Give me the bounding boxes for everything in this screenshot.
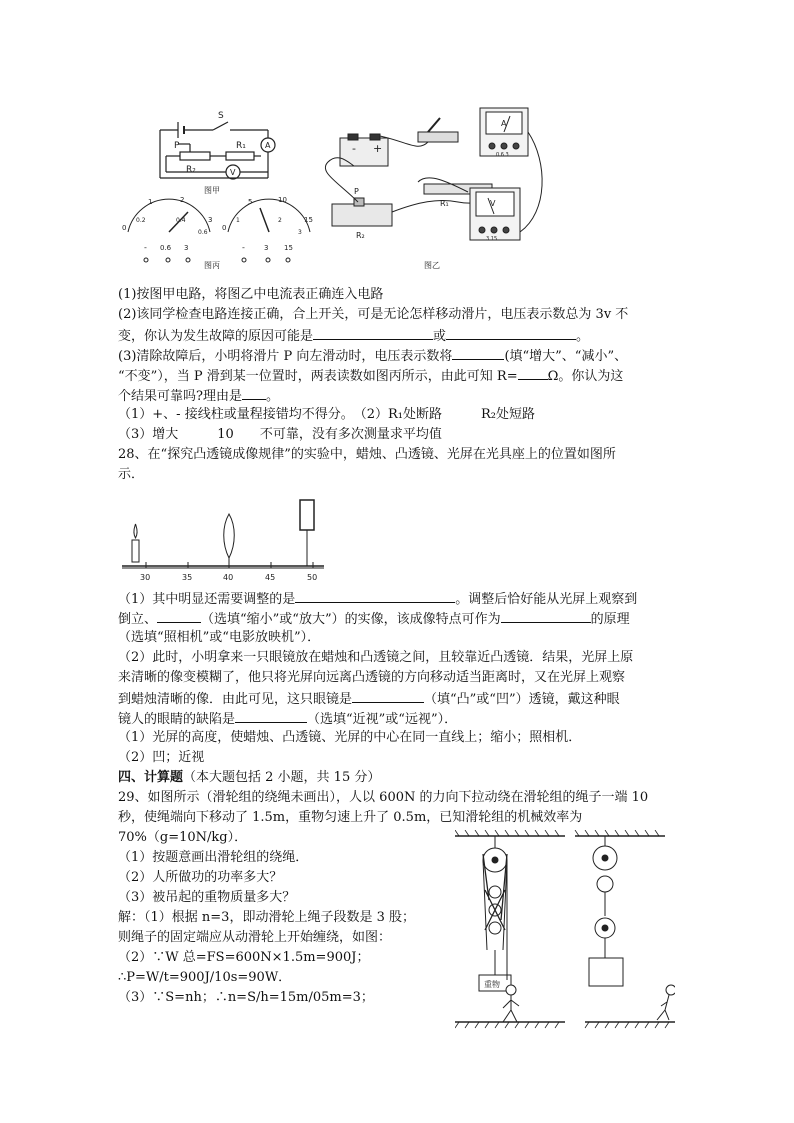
q28-part1-image-mid: （选填“缩小”或“放大”）的实像，该成像特点可作为 — [201, 612, 501, 627]
q28-stem-line1: 28、在“探究凸透镜成像规律”的实验中，蜡烛、凸透镜、光屏在光具座上的位置如图所 — [118, 447, 616, 462]
voltmeter-term-minus: - — [242, 243, 245, 252]
voltmeter-tick-3: 3 — [298, 229, 302, 236]
ruler-tick-45: 45 — [265, 573, 276, 582]
voltmeter-tick-2: 2 — [278, 217, 282, 224]
meter-a-terminals: 0.6 3 — [496, 152, 509, 158]
apparatus-r2-label: R₂ — [356, 231, 365, 240]
q28-part2-line3 — [118, 688, 620, 710]
apparatus-r1-label: R₁ — [440, 199, 449, 208]
q27-part3-r-prefix: “不变”），当 P 滑到某一位置时，两表读数如图丙所示，由此可知 R= — [118, 369, 518, 384]
q27-part3-suffix: (填“增大”、“减小”、 — [504, 349, 628, 364]
q28-blank-image-size — [157, 608, 201, 623]
q28-answer-1: （1）光屏的高度，使蜡烛、凸透镜、光屏的中心在同一直线上；缩小；照相机． — [118, 730, 582, 745]
q28-blank-adjust — [295, 588, 455, 603]
q29-stem-line3: 70%（g=10N/kg）． — [118, 830, 248, 845]
q27-blank-resistance — [518, 365, 548, 380]
q27-part3-line1 — [118, 345, 627, 367]
voltmeter-tick-5: 5 — [248, 198, 253, 206]
voltmeter-term-15: 15 — [284, 244, 293, 252]
q27-blank-reason — [242, 385, 266, 400]
q27-blank-voltage — [452, 345, 504, 360]
q28-part2-defect-prefix: 镜人的眼睛的缺陷是 — [118, 712, 236, 727]
pulley-figure — [455, 830, 675, 1035]
q28-part1-image-end: 的原理 — [590, 612, 630, 627]
q29-solution-2: 则绳子的固定端应从动滑轮上开始缠绕，如图： — [118, 930, 392, 945]
ammeter-tick-0-2: 0.2 — [136, 217, 146, 224]
q28-blank-device — [501, 608, 591, 623]
meter-a-label: A — [501, 119, 507, 128]
q27-blank-fault-2 — [446, 325, 576, 340]
q27-part2-prefix: 变，你认为发生故障的原因可能是 — [118, 329, 314, 344]
q27-part2-or: 或 — [433, 329, 447, 344]
ammeter-tick-0-4: 0.4 — [176, 217, 186, 224]
label-v: V — [230, 168, 236, 177]
section-4-note: （本大题包括 2 小题，共 15 分） — [183, 770, 381, 785]
ammeter-term-minus: - — [144, 243, 147, 252]
q27-part1: (1)按图甲电路，将图乙中电流表正确连入电路 — [118, 287, 384, 302]
label-r1: R₁ — [236, 141, 246, 151]
q28-blank-defect — [235, 708, 307, 723]
q29-question-2: （2）人所做功的功率多大？ — [118, 870, 283, 885]
q27-part3-reason-prefix: 个结果可靠吗?理由是 — [118, 389, 242, 404]
meter-v-terminals: 3 15 — [486, 236, 498, 242]
ammeter-dial — [128, 199, 213, 232]
q27-part3-line3 — [118, 385, 279, 407]
q27-part3-reason-end: 。 — [265, 389, 279, 404]
caption-bing: 图丙 — [204, 261, 220, 270]
meter-v-label: V — [490, 199, 496, 208]
q29-question-3: （3）被吊起的重物质量多大？ — [118, 890, 296, 905]
q28-part2-line2: 来清晰的像变模糊了，他只将光屏向远离凸透镜的方向移动适当距离时，又在光屏上观察 — [118, 670, 626, 685]
circuit-figure — [118, 102, 558, 274]
label-s: S — [218, 111, 224, 121]
ammeter-tick-1: 1 — [148, 198, 153, 206]
q29-solution-1: 解：（1）根据 n=3，即动滑轮上绳子段数是 3 股； — [118, 910, 415, 925]
caption-yi: 图乙 — [424, 261, 440, 270]
voltmeter-tick-1: 1 — [236, 217, 240, 224]
voltmeter-term-3: 3 — [264, 244, 269, 252]
q27-part3-line2 — [118, 365, 623, 387]
ammeter-tick-0: 0 — [122, 224, 127, 232]
q28-answer-2: （2）凹；近视 — [118, 750, 205, 765]
ammeter-tick-3: 3 — [208, 216, 213, 224]
q28-part2-lens-prefix: 到蜡烛清晰的像．由此可见，这只眼镜是 — [118, 692, 353, 707]
ruler-tick-35: 35 — [182, 573, 193, 582]
voltmeter-tick-0: 0 — [222, 224, 227, 232]
q28-part1-suffix: 。调整后恰好能从光屏上观察到 — [455, 592, 638, 607]
voltmeter-terminals — [242, 258, 290, 262]
q27-part2-line2 — [118, 325, 589, 347]
q29-stem-line1: 29、如图所示（滑轮组的绕绳未画出），人以 600N 的力向下拉动绕在滑轮组的绳子一端 10 — [118, 790, 649, 805]
q29-solution-4: ∴P=W/t=900J/10s=90W． — [118, 970, 292, 985]
caption-jia: 图甲 — [204, 186, 220, 195]
q28-part2-defect-suffix: （选填“近视”或“远视”）． — [307, 712, 458, 727]
q27-part3-prefix: (3)清除故障后，小明将滑片 P 向左滑动时，电压表示数将 — [118, 349, 453, 364]
q27-blank-fault-1 — [313, 325, 433, 340]
q28-part1-line3: （选填“照相机”或“电影放映机”）． — [118, 630, 321, 645]
apparatus-yi — [325, 108, 542, 240]
q29-solution-3: （2）∵W 总=FS=600N×1.5m=900J； — [118, 950, 370, 965]
ammeter-term-3: 3 — [184, 244, 189, 252]
ammeter-tick-2: 2 — [180, 196, 185, 204]
weight-label: 重物 — [484, 980, 500, 989]
q27-answer-2: （3）增大 10 不可靠，没有多次测量求平均值 — [118, 427, 442, 442]
q28-part1-line2 — [118, 608, 630, 630]
ammeter-tick-0-6: 0.6 — [198, 229, 208, 236]
q28-part1-image-prefix: 倒立、 — [118, 612, 158, 627]
q28-part2-lens-suffix: （填“凸”或“凹”）透镜，戴这种眼 — [424, 692, 620, 707]
q28-stem-line2: 示． — [118, 467, 145, 482]
voltmeter-dial — [228, 199, 310, 232]
section-4-heading — [118, 768, 380, 788]
q28-part1-line1 — [118, 588, 637, 610]
label-p: P — [174, 141, 180, 151]
q27-part2-line1: (2)该同学检查电路连接正确，合上开关，可是无论怎样移动滑片，电压表示数总为 3v 不 — [118, 307, 629, 322]
ruler-tick-40: 40 — [223, 573, 234, 582]
battery-plus: + — [373, 142, 383, 155]
voltmeter-tick-10: 10 — [278, 196, 287, 204]
q29-stem-line2: 秒，使绳端向下移动了 1.5m，重物匀速上升了 0.5m，已知滑轮组的机械效率为 — [118, 810, 583, 825]
q28-blank-lens-type — [352, 688, 424, 703]
section-4-title: 四、计算题 — [118, 770, 184, 785]
ammeter-term-06: 0.6 — [160, 244, 172, 252]
q28-part1-prefix: （1）其中明显还需要调整的是 — [118, 592, 296, 607]
ruler-tick-30: 30 — [140, 573, 151, 582]
apparatus-p-label: P — [354, 187, 359, 196]
ruler-tick-50: 50 — [307, 573, 318, 582]
label-a: A — [265, 141, 271, 150]
q27-part3-r-suffix: Ω。你认为这 — [547, 369, 624, 384]
ammeter-terminals — [144, 258, 190, 262]
optical-bench-figure — [118, 494, 338, 584]
q28-part2-line1: （2）此时，小明拿来一只眼镜放在蜡烛和凸透镜之间，且较靠近凸透镜．结果，光屏上原 — [118, 650, 634, 665]
battery-minus: - — [352, 142, 356, 155]
voltmeter-tick-15: 15 — [304, 216, 313, 224]
label-r2: R₂ — [186, 165, 196, 175]
q27-part2-end: 。 — [576, 329, 590, 344]
q28-part2-line4 — [118, 708, 457, 730]
q27-answer-1: （1）+、- 接线柱或量程接错均不得分。 （2）R₁处断路 R₂处短路 — [118, 407, 535, 422]
q29-solution-5: （3）∵S=nh；∴n=S/h=15m/05m=3； — [118, 990, 374, 1005]
q29-question-1: （1）按题意画出滑轮组的绕绳． — [118, 850, 309, 865]
